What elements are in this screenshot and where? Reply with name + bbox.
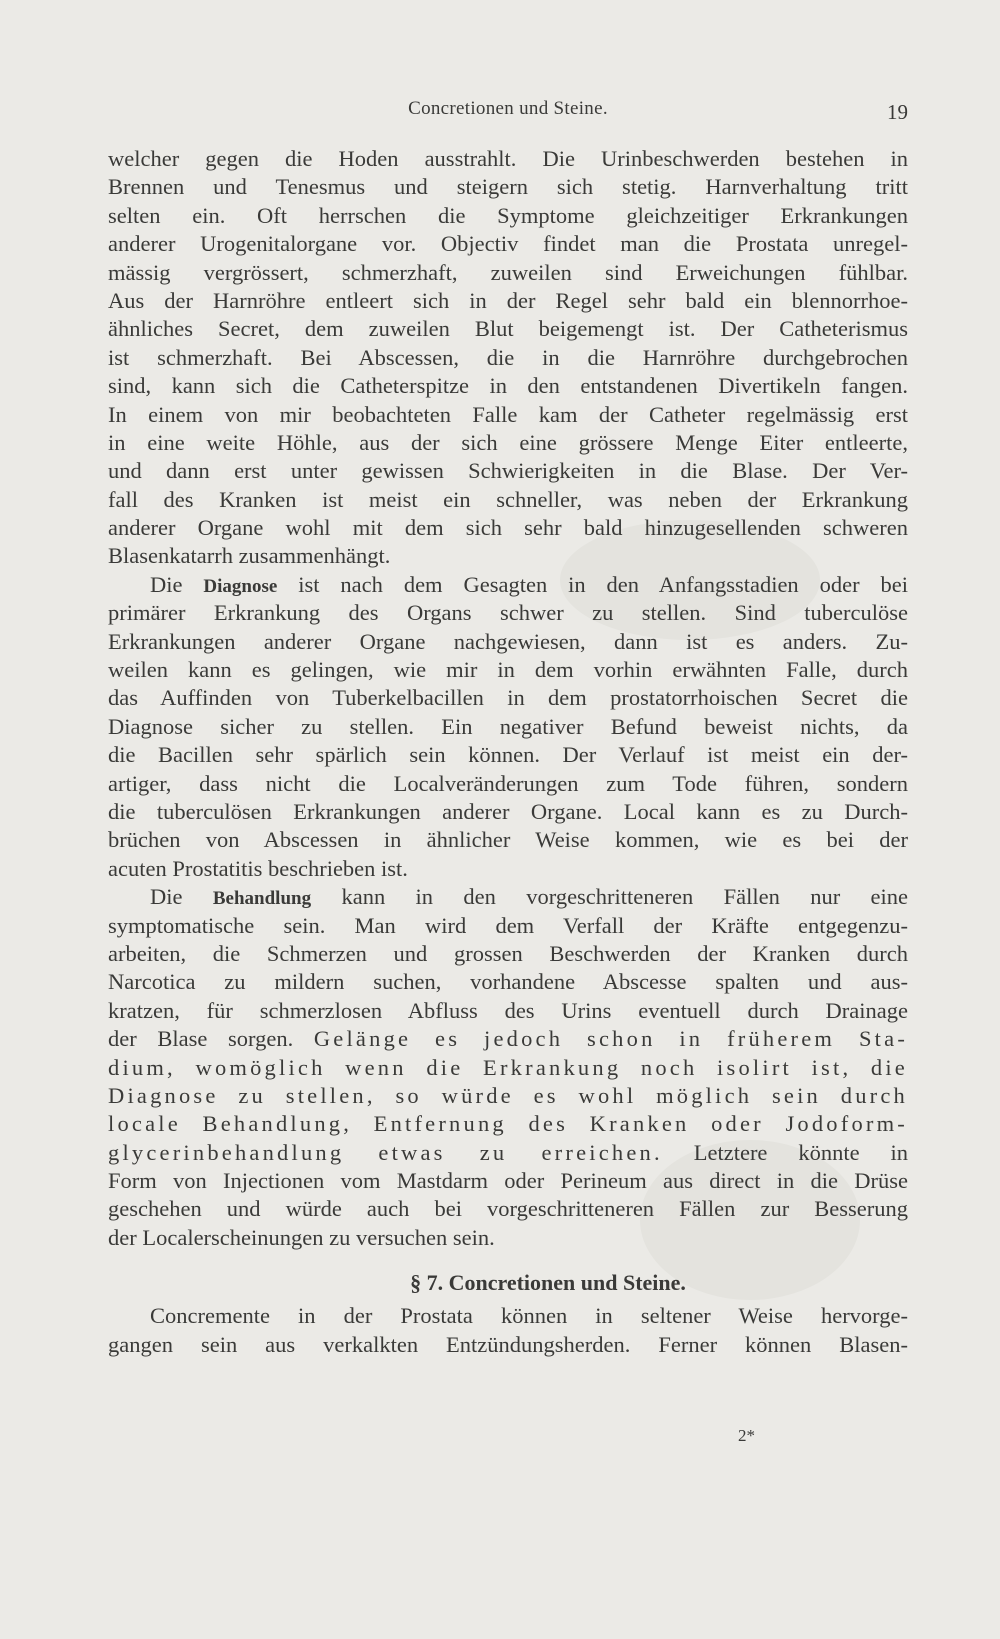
- spaced-text-line: Diagnose zu stellen, so würde es wohl möglich sein durch: [108, 1082, 908, 1108]
- paragraph-1: [108, 145, 908, 571]
- spaced-text-line: dium, womöglich wenn die Erkrankung noch isolirt ist, die: [108, 1054, 908, 1080]
- text-line: brüchen von Abscessen in ähnlicher Weise kommen, wie es bei der: [108, 827, 908, 853]
- text-line: weilen kann es gelingen, wie mir in dem vorhin erwähnten Falle, durch: [108, 657, 908, 683]
- text-fragment: Letztere könnte in: [693, 1139, 908, 1165]
- text-line: ähnliches Secret, dem zuweilen Blut beigemengt ist. Der Catheterismus: [108, 316, 908, 342]
- text-line: in eine weite Höhle, aus der sich eine grössere Menge Eiter entleerte,: [108, 429, 908, 455]
- paragraph-diagnose: [108, 571, 908, 883]
- paragraph-4: [108, 1302, 908, 1359]
- text-fragment: Die: [150, 884, 183, 910]
- text-fragment: Die: [150, 571, 183, 597]
- text-fragment: kann in den vorgeschritteneren Fällen nur eine: [341, 884, 908, 910]
- page-header: [108, 98, 908, 128]
- text-line: die Bacillen sehr spärlich sein können. Der Verlauf ist meist ein der-: [108, 742, 908, 768]
- text-line: gangen sein aus verkalkten Entzündungsherden. Ferner können Blasen-: [108, 1331, 908, 1357]
- text-line: der Localerscheinungen zu versuchen sein.: [108, 1224, 495, 1250]
- spaced-text-line: locale Behandlung, Entfernung des Kranken oder Jodoform-: [108, 1111, 908, 1137]
- text-line: primärer Erkrankung des Organs schwer zu stellen. Sind tuberculöse: [108, 600, 908, 626]
- text-line: die tuberculösen Erkrankungen anderer Organe. Local kann es zu Durch-: [108, 798, 908, 824]
- text-line: artiger, dass nicht die Localveränderungen zum Tode führen, sondern: [108, 770, 908, 796]
- text-line: symptomatische sein. Man wird dem Verfall der Kräfte entgegenzu-: [108, 912, 908, 938]
- text-line: Aus der Harnröhre entleert sich in der Regel sehr bald ein blennorrhoe-: [108, 287, 908, 313]
- running-title: Concretionen und Steine.: [408, 98, 608, 119]
- text-line: Blasenkatarrh zusammenhängt.: [108, 543, 391, 569]
- text-line: sind, kann sich die Catheterspitze in den entstandenen Divertikeln fangen.: [108, 373, 908, 399]
- text-line: welcher gegen die Hoden ausstrahlt. Die Urinbeschwerden bestehen in: [108, 146, 908, 171]
- text-line: [108, 1139, 908, 1167]
- paragraph-behandlung: [108, 883, 908, 1252]
- text-fragment: der Blase sorgen.: [108, 1026, 294, 1052]
- section-heading: § 7. Concretionen und Steine.: [410, 1270, 686, 1296]
- spaced-text: Gelänge es jedoch schon in früherem Sta-: [313, 1026, 908, 1052]
- text-line: Brennen und Tenesmus und steigern sich stetig. Harnverhaltung tritt: [108, 174, 908, 200]
- text-line: Narcotica zu mildern suchen, vorhandene Abscesse spalten und aus-: [108, 969, 908, 995]
- spaced-text: glycerinbehandlung etwas zu erreichen.: [108, 1139, 663, 1165]
- text-line: arbeiten, die Schmerzen und grossen Beschwerden der Kranken durch: [108, 940, 908, 966]
- page-body: [108, 145, 908, 1359]
- term-behandlung: Behandlung: [212, 888, 312, 910]
- text-line: fall des Kranken ist meist ein schneller, was neben der Erkrankung: [108, 486, 908, 512]
- text-line: [108, 571, 908, 599]
- text-line: und dann erst unter gewissen Schwierigkeiten in die Blase. Der Ver-: [108, 458, 908, 484]
- text-line: geschehen und würde auch bei vorgeschritteneren Fällen zur Besserung: [108, 1196, 908, 1222]
- text-line: Form von Injectionen vom Mastdarm oder Perineum aus direct in die Drüse: [108, 1168, 908, 1194]
- text-line: Erkrankungen anderer Organe nachgewiesen, dann ist es anders. Zu-: [108, 628, 908, 654]
- text-line: [108, 1025, 908, 1053]
- page-number: 19: [887, 100, 908, 124]
- text-line: das Auffinden von Tuberkelbacillen in dem prostatorrhoischen Secret die: [108, 685, 908, 711]
- text-line: selten ein. Oft herrschen die Symptome gleichzeitiger Erkrankungen: [108, 202, 908, 228]
- text-line: mässig vergrössert, schmerzhaft, zuweilen sind Erweichungen fühlbar.: [108, 259, 908, 285]
- text-line: kratzen, für schmerzlosen Abfluss des Urins eventuell durch Drainage: [108, 997, 908, 1023]
- text-line: Concremente in der Prostata können in seltener Weise hervorge-: [150, 1303, 908, 1329]
- text-line: anderer Urogenitalorgane vor. Objectiv findet man die Prostata unregel-: [108, 231, 908, 257]
- text-line: ist schmerzhaft. Bei Abscessen, die in die Harnröhre durchgebrochen: [108, 344, 908, 370]
- text-line: anderer Organe wohl mit dem sich sehr bald hinzugesellenden schweren: [108, 515, 908, 541]
- text-line: In einem von mir beobachteten Falle kam der Catheter regelmässig erst: [108, 401, 908, 427]
- signature-mark: 2*: [738, 1426, 755, 1445]
- text-fragment: ist nach dem Gesagten in den Anfangsstadien oder bei: [298, 571, 908, 597]
- term-diagnose: Diagnose: [203, 575, 278, 597]
- text-line: [108, 883, 908, 911]
- text-line: Diagnose sicher zu stellen. Ein negativer Befund beweist nichts, da: [108, 713, 908, 739]
- text-line: acuten Prostatitis beschrieben ist.: [108, 855, 408, 881]
